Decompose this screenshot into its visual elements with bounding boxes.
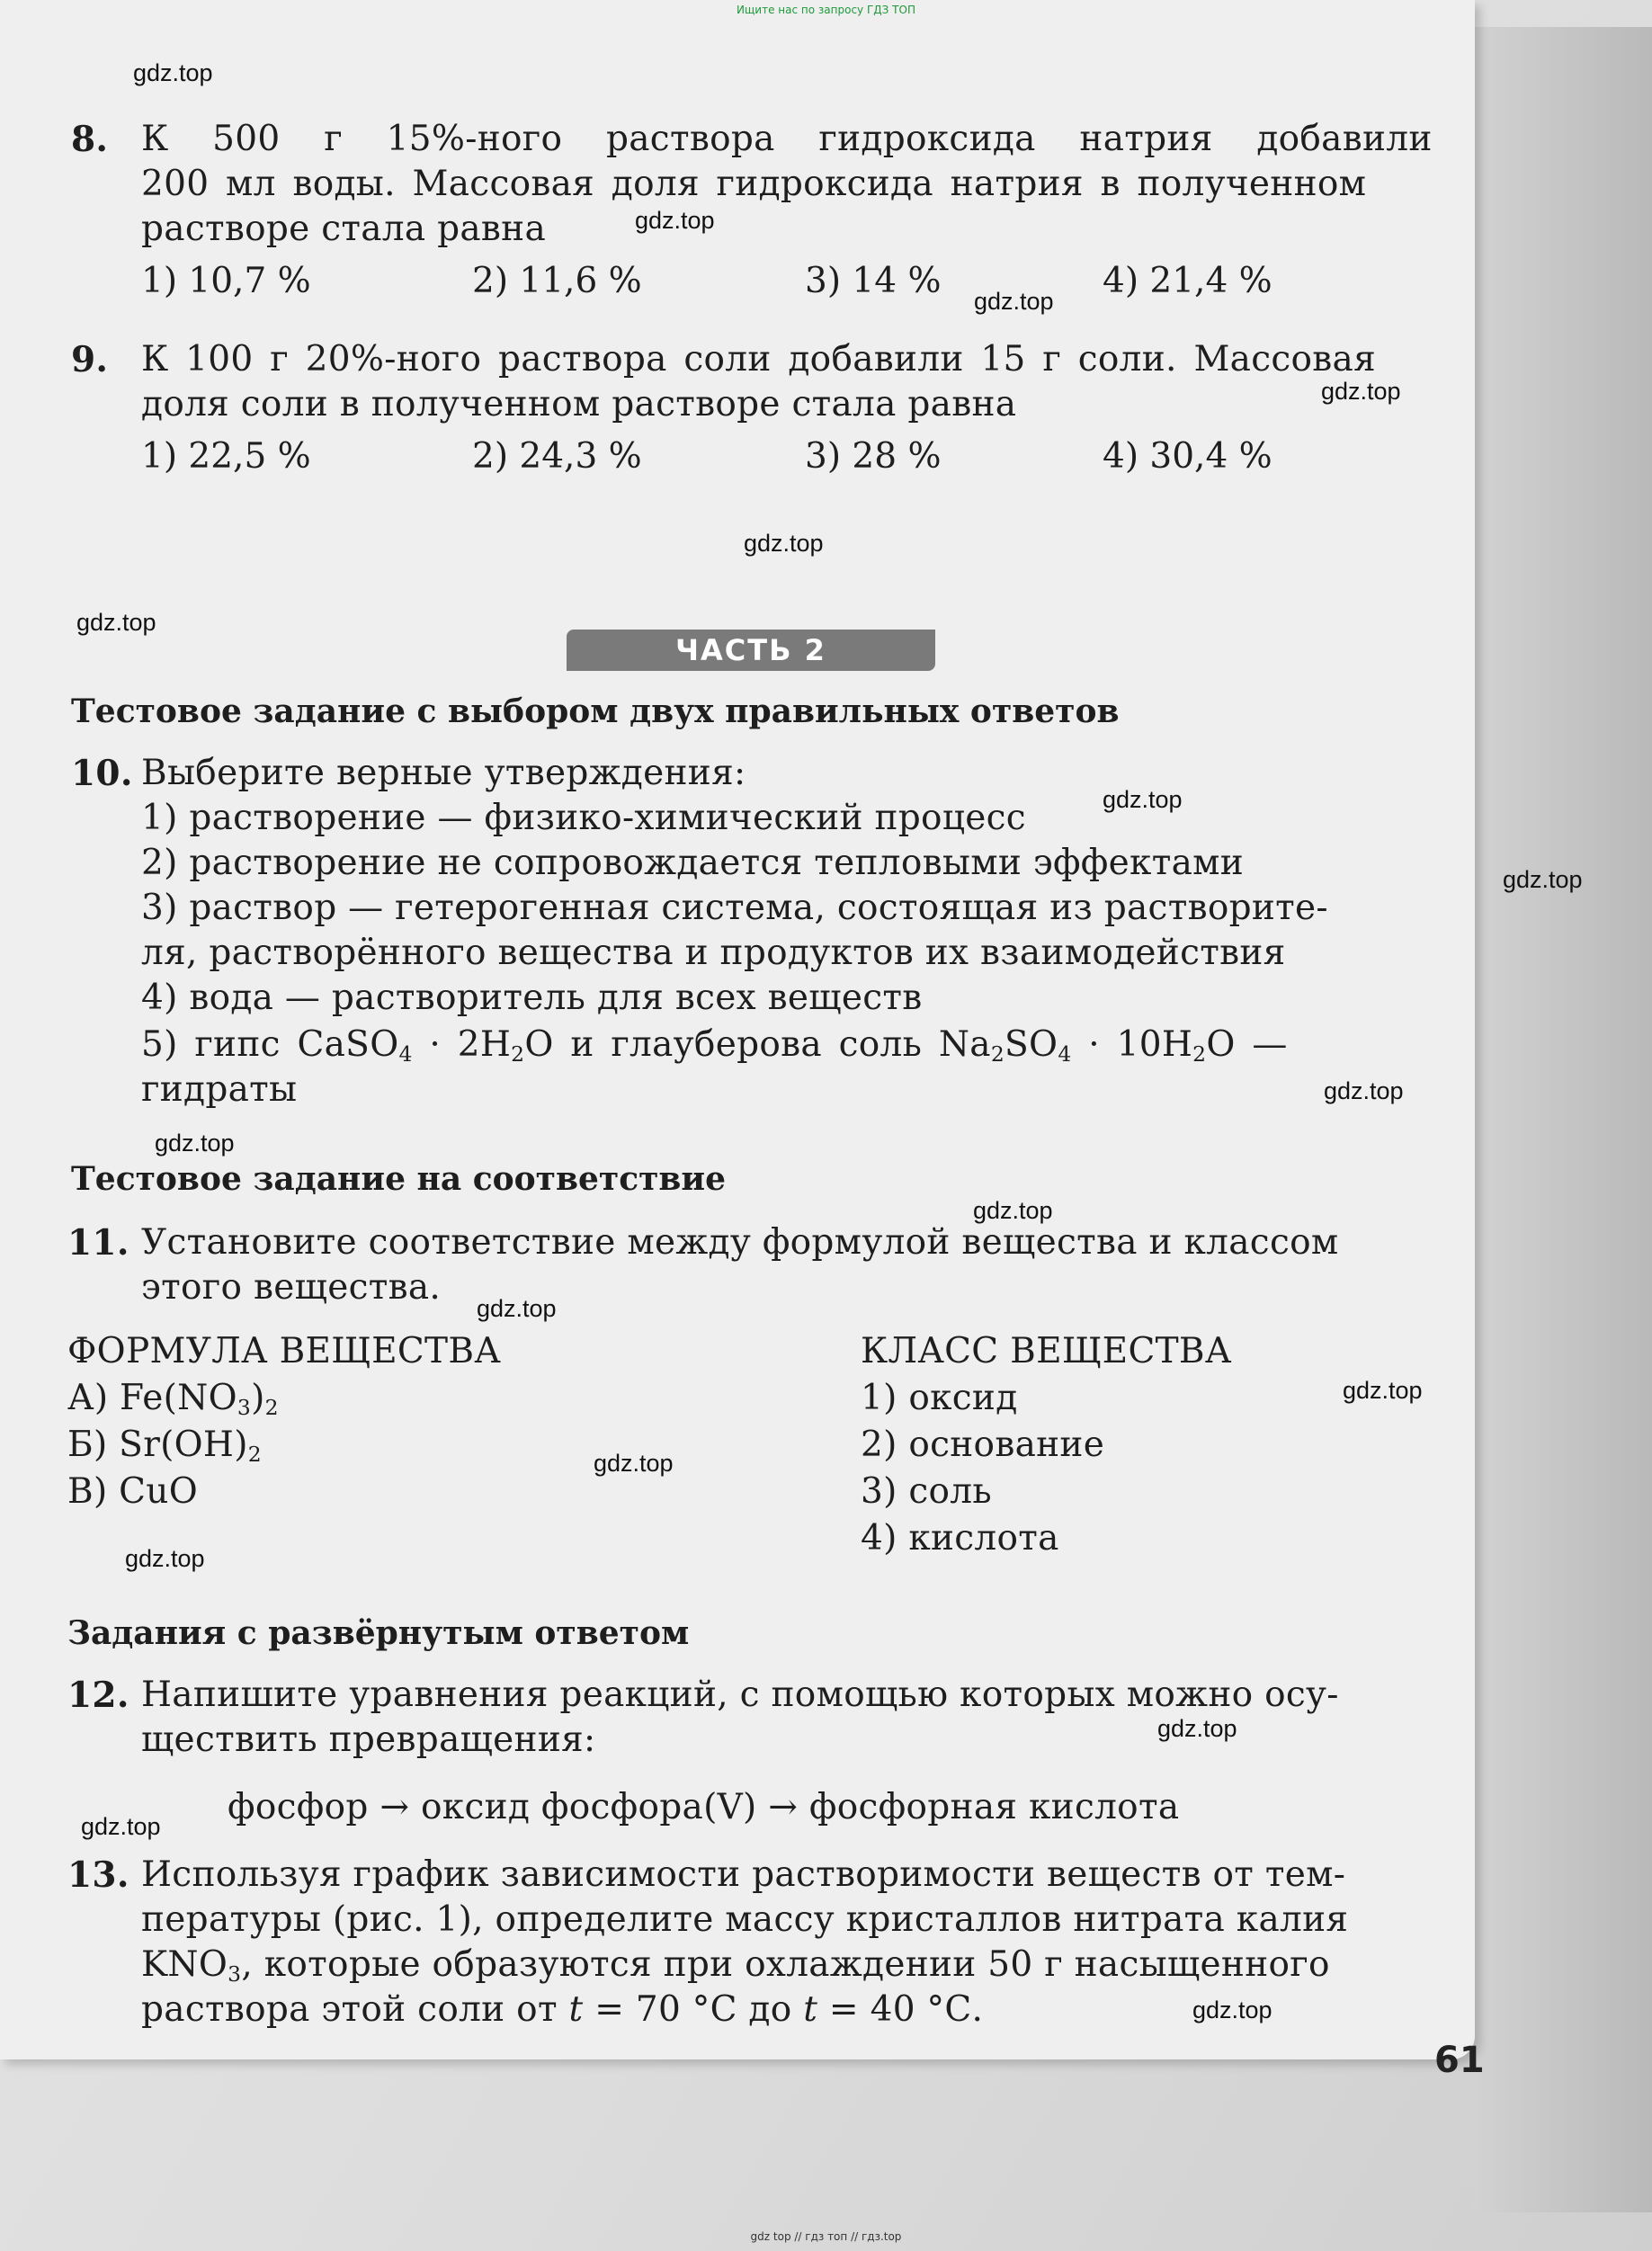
watermark-stamp: gdz.top	[1503, 866, 1583, 893]
question-9-option-2: 2) 24,3 %	[472, 436, 642, 477]
class-option-3: 3) соль	[861, 1471, 992, 1512]
question-8-line-1: К 500 г 15%-ного раствора гидроксида натрия добавили	[141, 119, 1433, 159]
question-10-option-3b: ля, растворённого вещества и продуктов их взаимодействия	[141, 933, 1286, 973]
formula-c: В) CuO	[67, 1471, 199, 1512]
question-9-line-2: доля соли в полученном растворе стала равна	[141, 384, 1017, 424]
question-10-option-2: 2) растворение не сопровождается тепловыми эффектами	[141, 843, 1245, 883]
watermark-stamp: gdz.top	[125, 1545, 205, 1572]
section-title-two-answers: Тестовое задание с выбором двух правильных ответов	[71, 692, 1120, 730]
watermark-stamp: gdz.top	[594, 1450, 674, 1477]
question-11-number: 11.	[67, 1222, 129, 1264]
watermark-stamp: gdz.top	[1103, 786, 1183, 813]
question-8-option-3: 3) 14 %	[805, 261, 942, 301]
question-8-line-3: растворе стала равна	[141, 209, 547, 249]
question-13-line-2: пературы (рис. 1), определите массу кристаллов нитрата калия	[141, 1899, 1349, 1940]
section-title-matching: Тестовое задание на соответствие	[71, 1160, 727, 1198]
question-9-option-4: 4) 30,4 %	[1103, 436, 1272, 477]
question-10-option-4: 4) вода — растворитель для всех веществ	[141, 978, 923, 1018]
question-8-option-2: 2) 11,6 %	[472, 261, 642, 301]
part-2-banner: ЧАСТЬ 2	[567, 630, 935, 671]
watermark-bottom: gdz top // гдз топ // гдз.top	[750, 2230, 902, 2243]
formula-a: А) $Fe(NO_3)_2$	[67, 1378, 279, 1420]
class-column-header: КЛАСС ВЕЩЕСТВА	[861, 1331, 1232, 1371]
watermark-stamp: gdz.top	[133, 59, 213, 86]
watermark-stamp: gdz.top	[81, 1813, 161, 1840]
page-edge-shadow	[1472, 27, 1652, 2212]
question-10-number: 10.	[71, 753, 133, 794]
question-10-option-5a: 5) гипс CaSO$_4$ · $2H_2O$ и глауберова соль $Na_2SO_4 \cdot 10H_2O$ —	[141, 1024, 1288, 1067]
question-11-line-2: этого вещества.	[141, 1267, 442, 1308]
page-number: 61	[1434, 2040, 1485, 2081]
question-9-number: 9.	[71, 339, 109, 380]
question-10-option-1: 1) растворение — физико-химический процесс	[141, 798, 1026, 838]
watermark-stamp: gdz.top	[974, 288, 1054, 315]
watermark-stamp: gdz.top	[744, 530, 824, 557]
question-10-option-3a: 3) раствор — гетерогенная система, состоящая из растворите-	[141, 888, 1328, 928]
watermark-stamp: gdz.top	[1192, 1996, 1272, 2023]
question-13-line-3: $KNO_3$, которые образуются при охлаждении 50 г насыщенного	[141, 1944, 1330, 1987]
question-10-title: Выберите верные утверждения:	[141, 753, 746, 793]
formula-column-header: ФОРМУЛА ВЕЩЕСТВА	[67, 1331, 502, 1371]
watermark-stamp: gdz.top	[1343, 1377, 1423, 1404]
question-12-line-2: ществить превращения:	[141, 1720, 596, 1760]
watermark-stamp: gdz.top	[635, 207, 715, 234]
watermark-stamp: gdz.top	[973, 1197, 1053, 1224]
question-13-line-4: раствора этой соли от t = 70 °С до t = 40 °С.	[141, 1989, 984, 2030]
watermark-stamp: gdz.top	[1157, 1715, 1237, 1742]
question-9-option-3: 3) 28 %	[805, 436, 942, 477]
question-9-line-1: К 100 г 20%-ного раствора соли добавили 15 г соли. Массовая	[141, 339, 1377, 380]
question-12-scheme: фосфор → оксид фосфора(V) → фосфорная кислота	[228, 1787, 1180, 1827]
watermark-stamp: gdz.top	[76, 609, 156, 636]
question-9-option-1: 1) 22,5 %	[141, 436, 311, 477]
question-10-option-5b: гидраты	[141, 1069, 298, 1110]
question-8-option-1: 1) 10,7 %	[141, 261, 311, 301]
watermark-stamp: gdz.top	[477, 1295, 557, 1322]
question-12-line-1: Напишите уравнения реакций, с помощью которых можно осу-	[141, 1675, 1339, 1715]
watermark-stamp: gdz.top	[1324, 1077, 1404, 1104]
question-8-line-2: 200 мл воды. Массовая доля гидроксида натрия в полученном	[141, 164, 1367, 204]
question-12-number: 12.	[67, 1675, 129, 1716]
question-8-number: 8.	[71, 119, 109, 160]
question-8-option-4: 4) 21,4 %	[1103, 261, 1272, 301]
section-title-extended: Задания с развёрнутым ответом	[67, 1614, 690, 1652]
class-option-2: 2) основание	[861, 1425, 1105, 1465]
class-option-1: 1) оксид	[861, 1378, 1018, 1418]
class-option-4: 4) кислота	[861, 1518, 1059, 1559]
question-13-number: 13.	[67, 1854, 129, 1896]
question-11-line-1: Установите соответствие между формулой вещества и классом	[141, 1222, 1339, 1263]
question-13-line-1: Используя график зависимости растворимости веществ от тем-	[141, 1854, 1346, 1895]
watermark-stamp: gdz.top	[1321, 378, 1401, 405]
formula-b: Б) $Sr(OH)_2$	[67, 1425, 262, 1467]
watermark-top: Ищите нас по запросу ГДЗ ТОП	[737, 4, 915, 16]
watermark-stamp: gdz.top	[155, 1130, 235, 1157]
